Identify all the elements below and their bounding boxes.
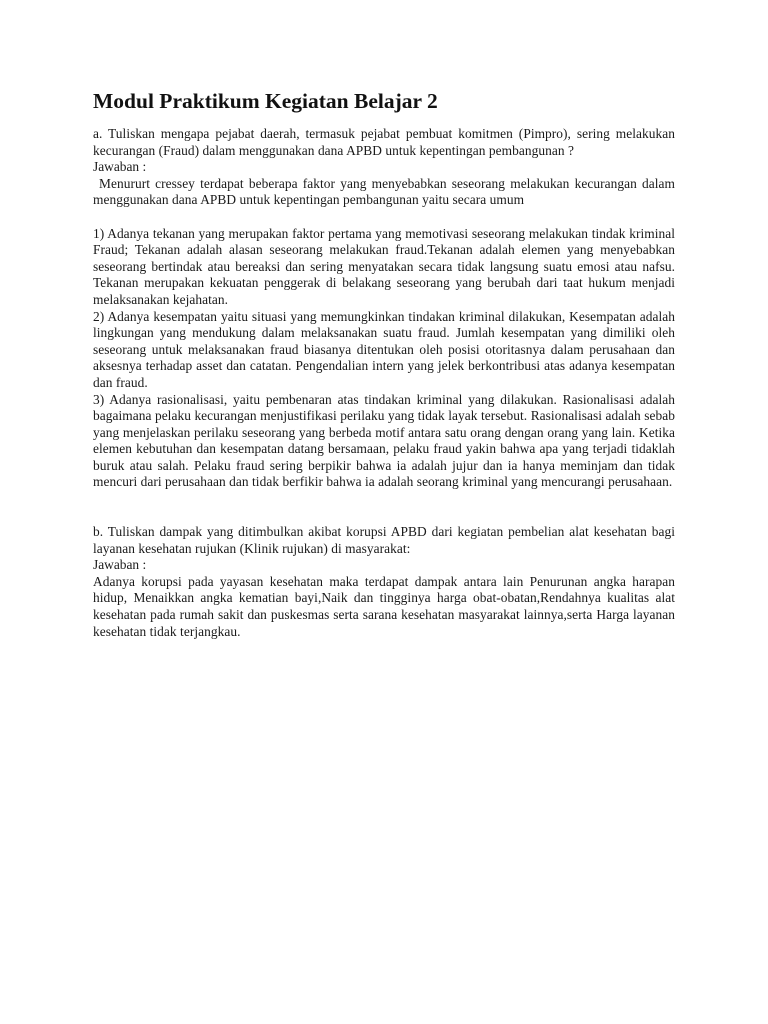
document-page (93, 88, 675, 640)
spacer (93, 209, 675, 226)
question-b-answer-label: Jawaban : (93, 557, 147, 573)
question-a-point-2: 2) Adanya kesempatan yaitu situasi yang memungkinkan tindakan kriminal dilakukan, Kesempatan adalah lingkungan yang mendukung dalam melaksanakan suatu fraud. Jumlah kesempatan yang dimiliki oleh seseorang untuk melaksanakan fraud biasanya ditentukan oleh posisi otoritasnya dalam perusahaan dan aksesnya terhadap asset dan catatan. Pengendalian intern yang jelek berkontribusi atas adanya kesempatan dan fraud. (93, 308, 675, 390)
question-a-point-3: 3) Adanya rasionalisasi, yaitu pembenaran atas tindakan kriminal yang dilakukan. Rasionalisasi adalah bagaimana pelaku kecurangan menjustifikasi perilaku yang tidak layak tersebut. Rasionalisasi adalah sebab yang menjelaskan perilaku seseorang yang berbeda motif antara satu orang dengan orang yang lain. Ketika elemen kebutuhan dan kesempatan datang bersamaan, pelaku fraud yakin bahwa apa yang terjadi tidaklah buruk atau salah. Pelaku fraud sering berpikir bahwa ia adalah jujur dan ia hanya meminjam dan tidak mencuri dari perusahaan dan tidak berfikir bahwa ia adalah seorang kriminal yang mencurangi perusahaan. (93, 391, 675, 490)
question-a-text: a. Tuliskan mengapa pejabat daerah, termasuk pejabat pembuat komitmen (Pimpro), sering melakukan kecurangan (Fraud) dalam menggunakan dana APBD untuk kepentingan pembangunan ? (93, 126, 675, 158)
question-b-section (93, 524, 675, 640)
question-a-point-1: 1) Adanya tekanan yang merupakan faktor pertama yang memotivasi seseorang melakukan tindak kriminal Fraud; Tekanan adalah alasan seseorang melakukan fraud.Tekanan adalah elemen yang menyebabkan seseorang bertindak atau bereaksi dan sering menyatakan secara tidak langsung suatu emosi atau nafsu. Tekanan merupakan kekuatan penggerak di belakang seseorang yang berubah dari taat hukum menjadi melaksanakan kejahatan. (93, 225, 675, 307)
question-a-answer-label: Jawaban : (93, 159, 147, 175)
question-a-intro: Menururt cressey terdapat beberapa faktor yang menyebabkan seseorang melakukan kecurangan dalam menggunakan dana APBD untuk kepentingan pembangunan yaitu secara umum (93, 175, 675, 208)
document-title: Modul Praktikum Kegiatan Belajar 2 (93, 89, 438, 113)
question-b-answer: Adanya korupsi pada yayasan kesehatan maka terdapat dampak antara lain Penurunan angka harapan hidup, Menaikkan angka kematian bayi,Naik dan tingginya harga obat-obatan,Rendahnya kualitas alat kesehatan pada rumah sakit dan puskesmas serta sarana kesehatan masyarakat lainnya,serta Harga layanan kesehatan tidak terjangkau. (93, 573, 675, 639)
section-spacer (93, 491, 675, 524)
question-a-section (93, 126, 675, 491)
question-b-text: b. Tuliskan dampak yang ditimbulkan akibat korupsi APBD dari kegiatan pembelian alat kesehatan bagi layanan kesehatan rujukan (Klinik rujukan) di masyarakat: (93, 524, 675, 556)
